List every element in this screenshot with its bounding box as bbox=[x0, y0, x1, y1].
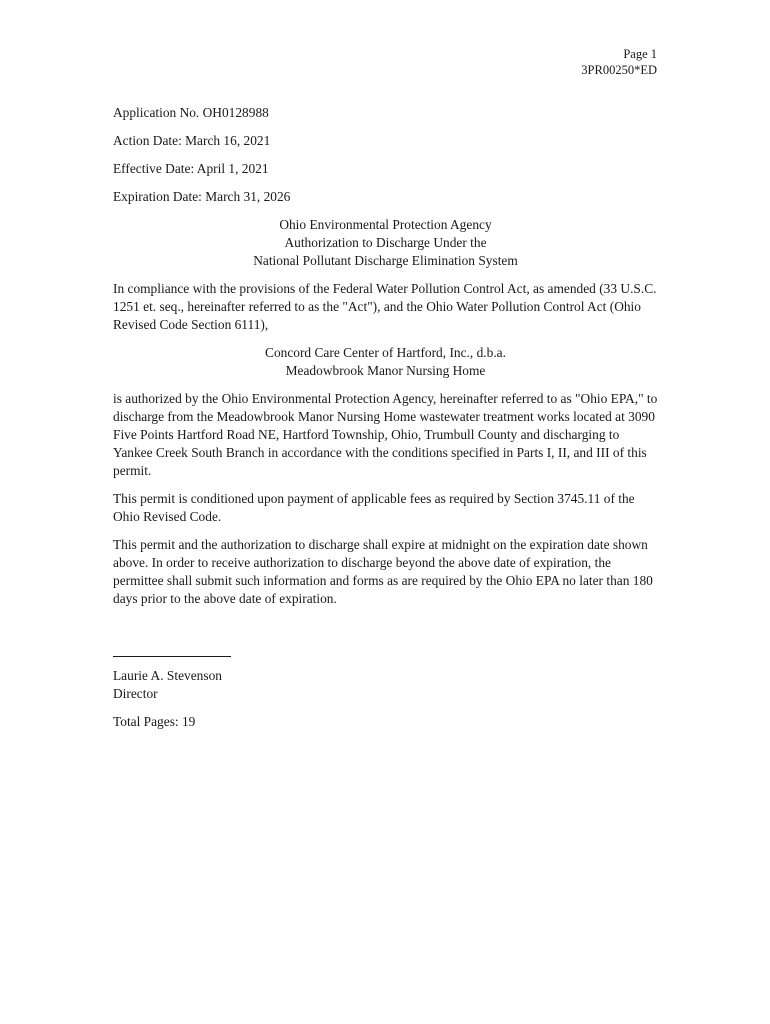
effective-date: Effective Date: April 1, 2021 bbox=[113, 161, 269, 176]
fees-paragraph: This permit is conditioned upon payment of applicable fees as required by Section 3745.11 of the Ohio Revised Code. bbox=[113, 491, 635, 524]
expiration-paragraph: This permit and the authorization to discharge shall expire at midnight on the expiration date shown above. In order to receive authorization to discharge beyond the above date of expiration, the permittee shall submit such information and forms as are required by the Ohio EPA no later than 180 days prior to the above date of expiration. bbox=[113, 537, 653, 606]
total-pages: Total Pages: 19 bbox=[113, 714, 196, 729]
document-code: 3PR00250*ED bbox=[581, 63, 657, 77]
signatory bbox=[113, 667, 658, 703]
permittee-name bbox=[113, 344, 658, 380]
document-title bbox=[113, 216, 658, 270]
permittee-line-1: Concord Care Center of Hartford, Inc., d.b.a. bbox=[265, 345, 506, 360]
compliance-paragraph: In compliance with the provisions of the Federal Water Pollution Control Act, as amended (33 U.S.C. 1251 et. seq., hereinafter referred to as the "Act"), and the Ohio Water Pollution Control Act (Ohio Revised Code Section 6111), bbox=[113, 281, 657, 332]
application-number: Application No. OH0128988 bbox=[113, 105, 269, 120]
title-line-npdes: National Pollutant Discharge Elimination System bbox=[253, 253, 518, 268]
authorization-paragraph: is authorized by the Ohio Environmental Protection Agency, hereinafter referred to as "Ohio EPA," to discharge from the Meadowbrook Manor Nursing Home wastewater treatment works located at 3090 Five Points Hartford Road NE, Hartford Township, Ohio, Trumbull County and discharging to Yankee Creek South Branch in accordance with the conditions specified in Parts I, II, and III of this permit. bbox=[113, 391, 658, 478]
permittee-line-2: Meadowbrook Manor Nursing Home bbox=[285, 363, 486, 378]
signatory-title: Director bbox=[113, 686, 158, 701]
permit-metadata bbox=[113, 104, 658, 206]
expiration-date: Expiration Date: March 31, 2026 bbox=[113, 189, 291, 204]
signature-line bbox=[113, 644, 231, 657]
page-number: Page 1 bbox=[623, 47, 657, 61]
action-date: Action Date: March 16, 2021 bbox=[113, 133, 271, 148]
title-line-agency: Ohio Environmental Protection Agency bbox=[279, 217, 492, 232]
signatory-name: Laurie A. Stevenson bbox=[113, 668, 222, 683]
document-body bbox=[113, 104, 658, 731]
title-line-authorization: Authorization to Discharge Under the bbox=[284, 235, 487, 250]
page-header bbox=[581, 46, 657, 78]
